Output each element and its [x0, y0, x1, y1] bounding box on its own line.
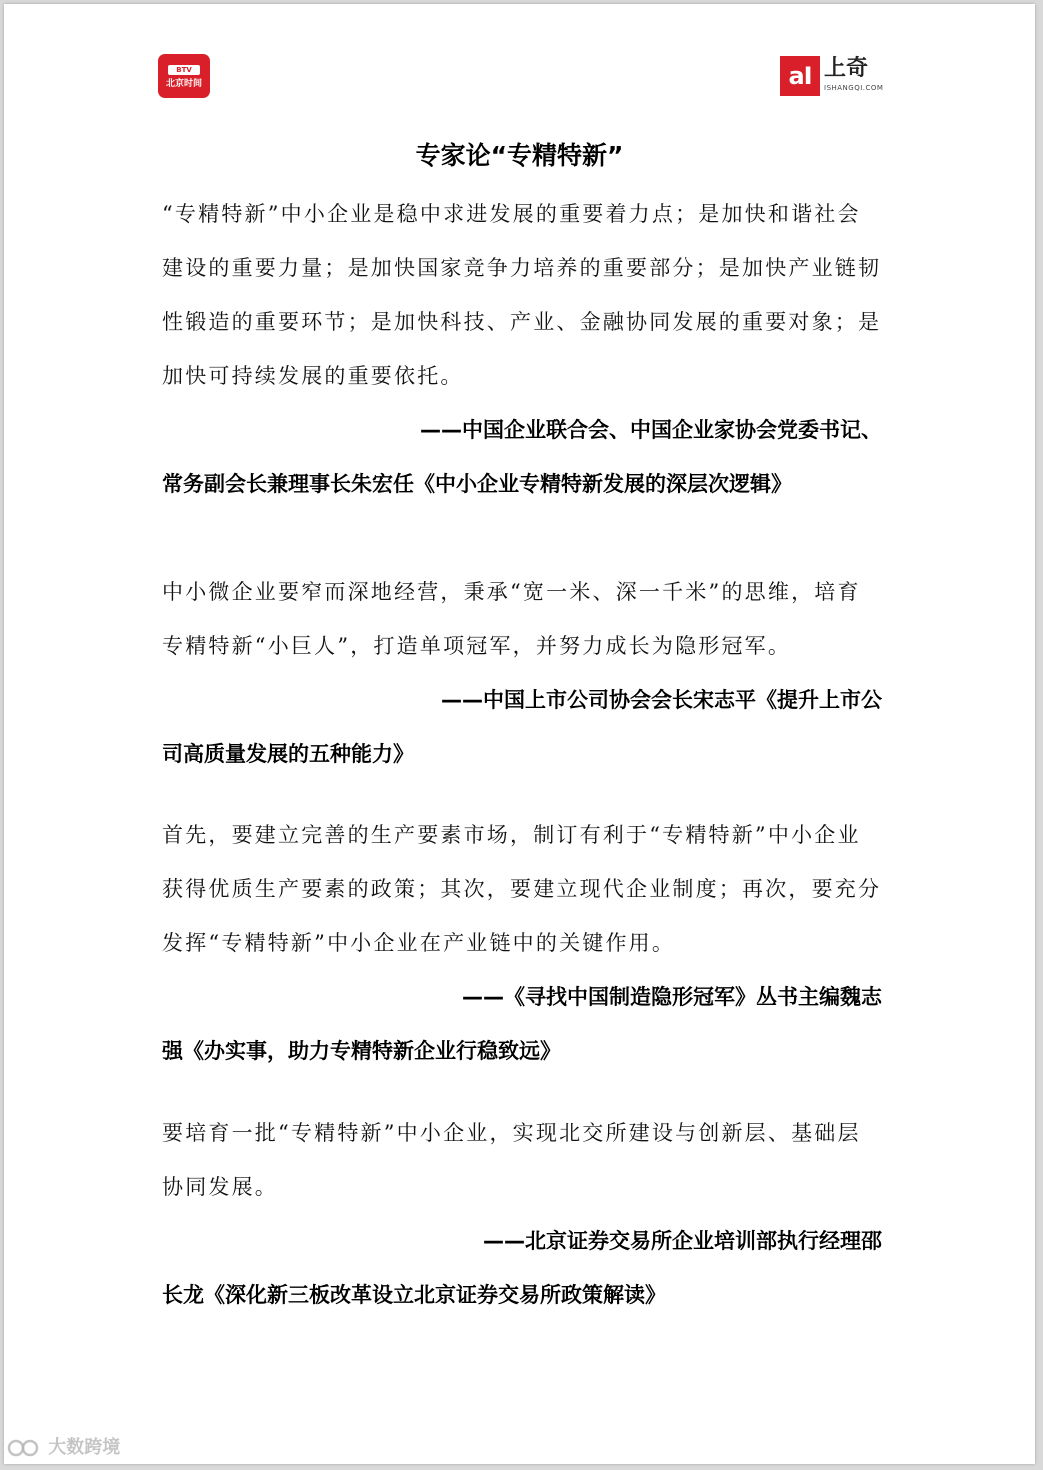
ishangqi-name: 上奇: [824, 56, 869, 81]
watermark: [6, 1435, 120, 1461]
watermark-logo-icon: [6, 1438, 42, 1458]
quote-source: [162, 970, 882, 1078]
source-line-1: ——中国企业联合会、中国企业家协会党委书记、: [420, 418, 882, 442]
source-line-1: ——《寻找中国制造隐形冠军》丛书主编魏志: [462, 985, 882, 1009]
document-title: 专家论“专精特新”: [415, 141, 624, 170]
source-line-2: 常务副会长兼理事长朱宏任《中小企业专精特新发展的深层次逻辑》: [162, 472, 792, 496]
document-page: [4, 4, 1035, 1464]
btv-logo: [158, 54, 210, 98]
quote-text: 首先，要建立完善的生产要素市场，制订有利于“专精特新”中小企业获得优质生产要素的政策；其次，要建立现代企业制度；再次，要充分发挥“专精特新”中小企业在产业链中的关键作用。: [162, 823, 882, 955]
source-line-1: ——中国上市公司协会会长宋志平《提升上市公: [441, 688, 882, 712]
quote-source: [162, 673, 882, 781]
source-line-2: 司高质量发展的五种能力》: [162, 742, 414, 766]
quote-text: 要培育一批“专精特新”中小企业，实现北交所建设与创新层、基础层协同发展。: [162, 1121, 861, 1199]
quote-block-4: [162, 1106, 882, 1322]
quote-block-1: [162, 187, 882, 511]
quote-text: “专精特新”中小企业是稳中求进发展的重要着力点；是加快和谐社会建设的重要力量；是加快国家竞争力培养的重要部分；是加快产业链韧性锻造的重要环节；是加快科技、产业、金融协同发展的重要对象；是加快可持续发展的重要依托。: [162, 202, 882, 388]
ishangqi-mark: aI: [780, 56, 820, 96]
btv-logo-name: 北京时间: [165, 79, 202, 89]
source-line-1: ——北京证券交易所企业培训部执行经理邵: [483, 1229, 882, 1253]
quote-source: [162, 403, 882, 511]
ishangqi-domain: ISHANGQI.COM: [824, 84, 884, 92]
quote-block-3: [162, 808, 882, 1078]
watermark-text: 大数跨境: [48, 1437, 121, 1458]
quote-text: 中小微企业要窄而深地经营，秉承“宽一米、深一千米”的思维，培育专精特新“小巨人”，打造单项冠军，并努力成长为隐形冠军。: [162, 580, 861, 658]
source-line-2: 长龙《深化新三板改革设立北京证券交易所政策解读》: [162, 1283, 666, 1307]
quote-block-2: [162, 565, 882, 781]
quote-source: [162, 1214, 882, 1322]
source-line-2: 强《办实事，助力专精特新企业行稳致远》: [162, 1039, 561, 1063]
btv-badge: BTV: [168, 65, 200, 75]
ishangqi-logo: [780, 54, 884, 98]
